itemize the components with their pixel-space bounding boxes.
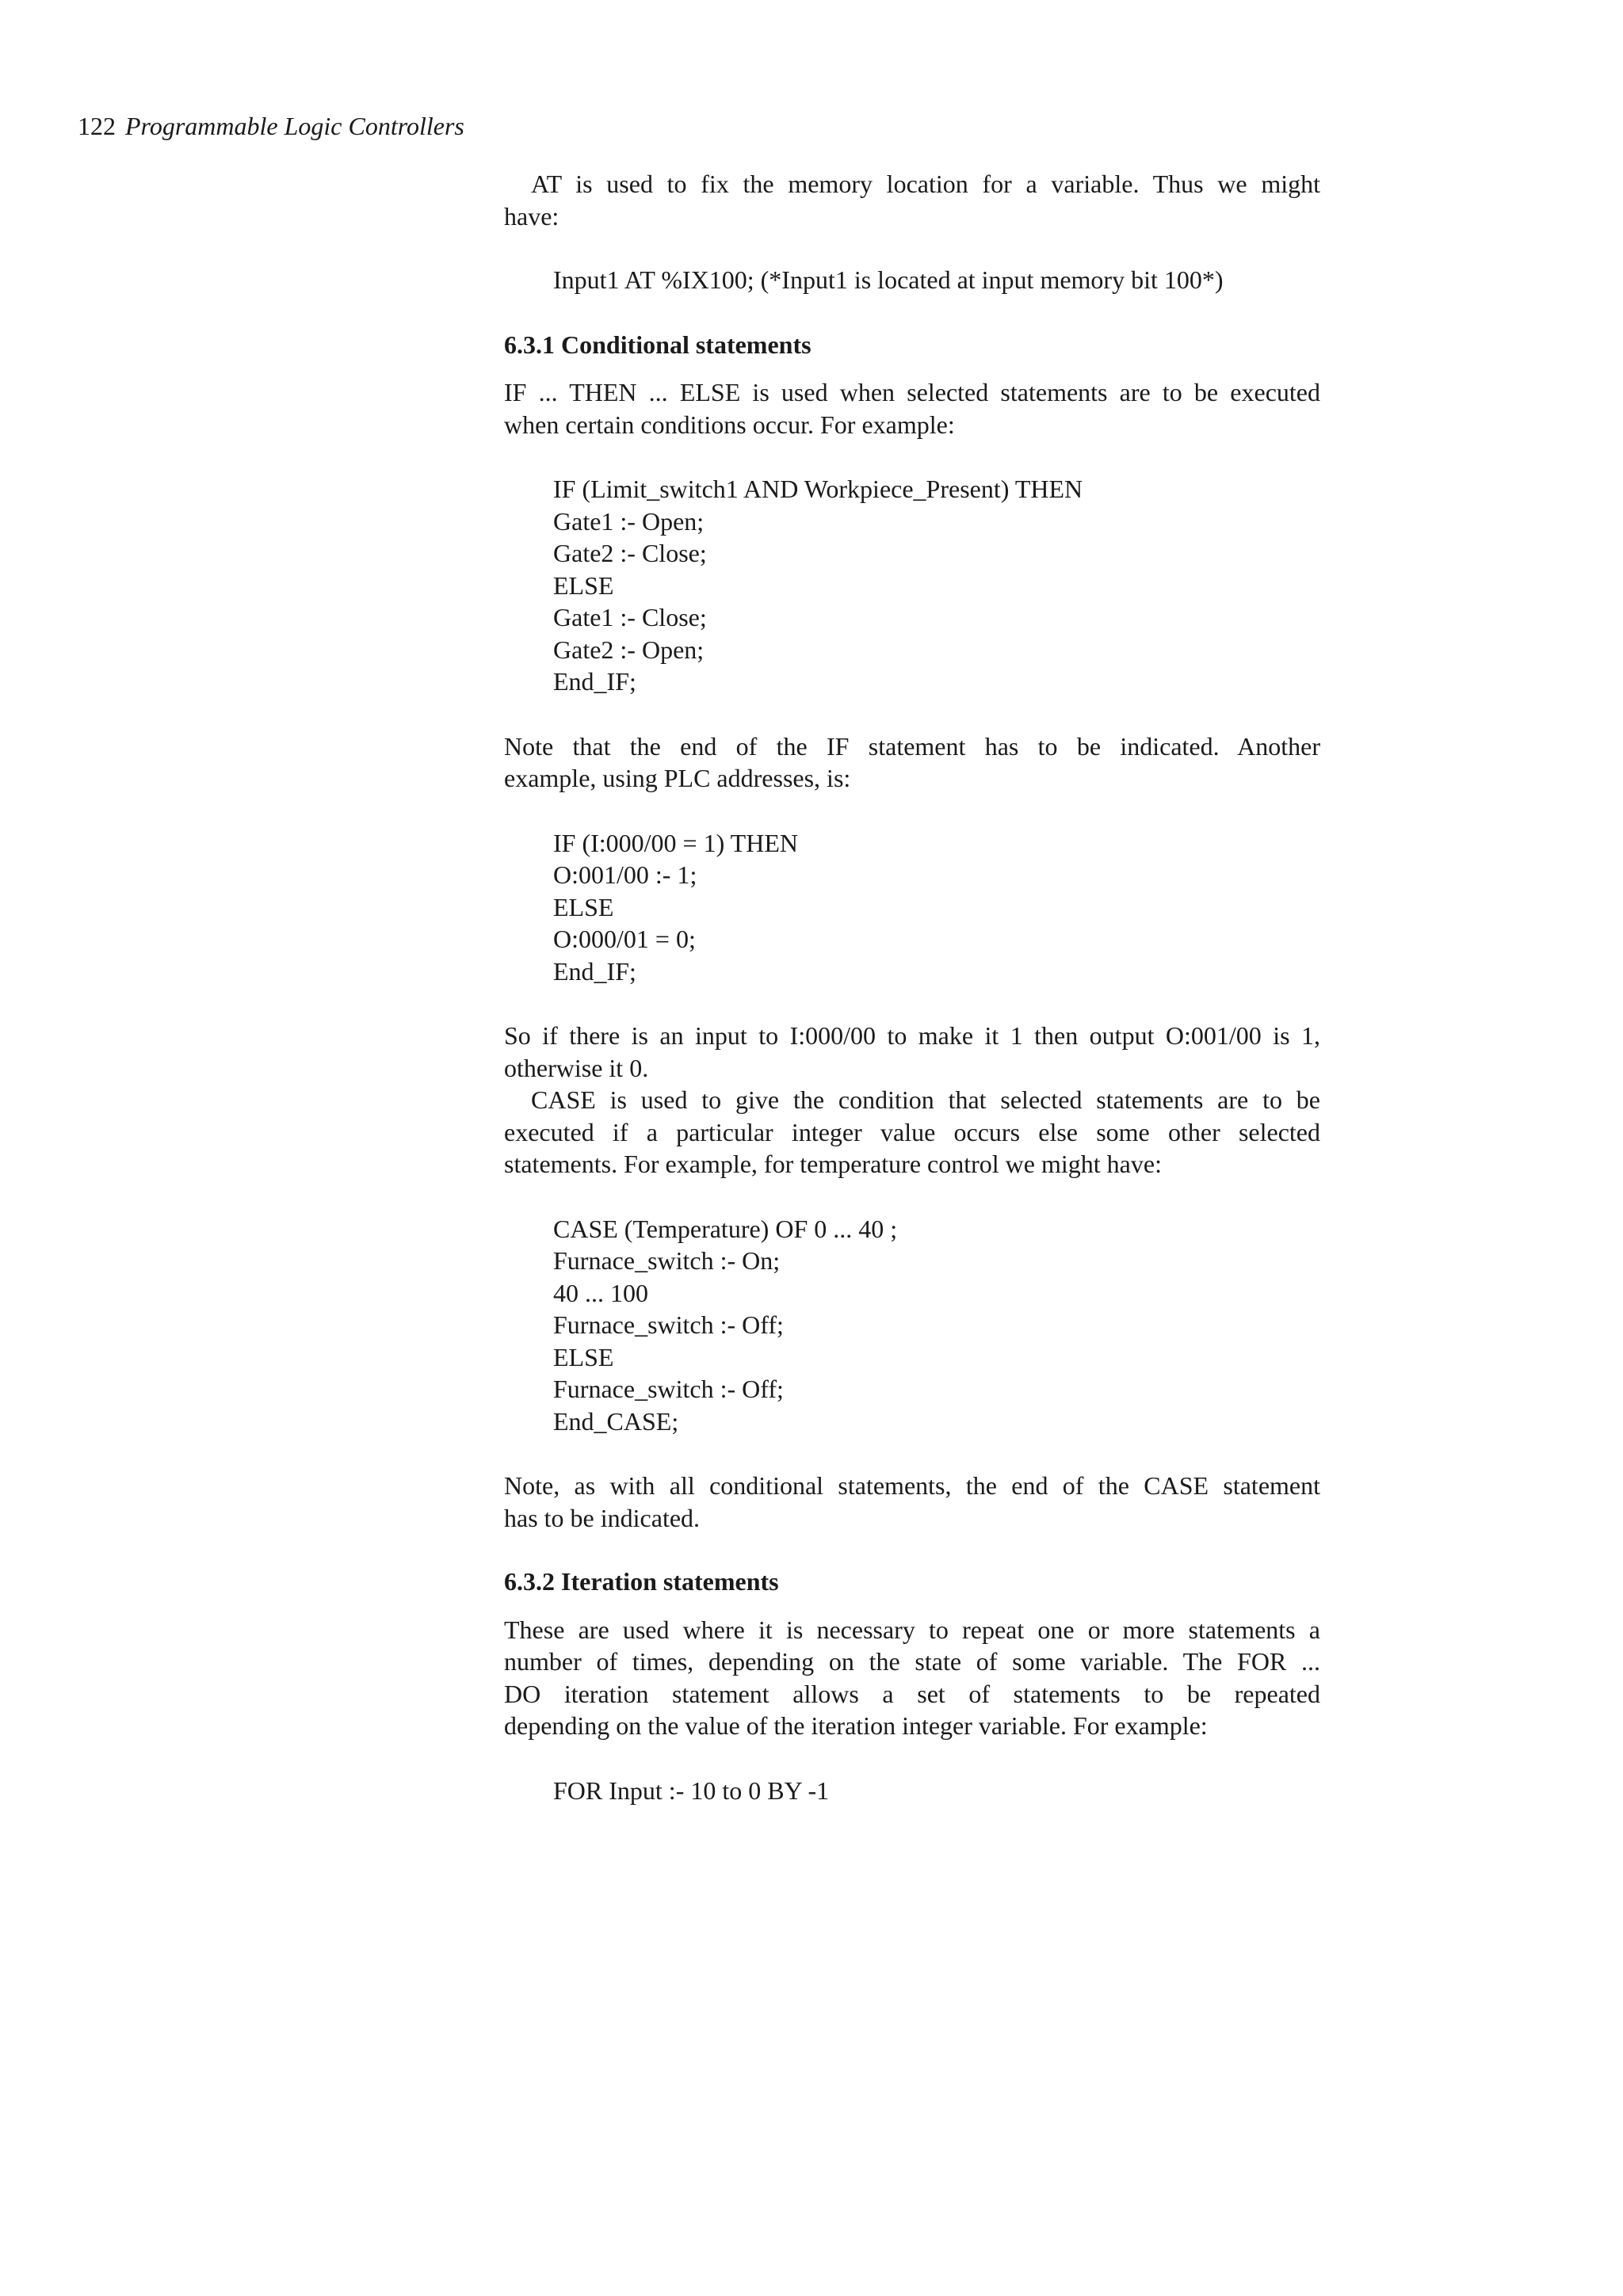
section-heading-6-3-1: 6.3.1 Conditional statements xyxy=(504,330,812,359)
code-block-if-1 xyxy=(504,473,1320,698)
paragraph-line: These are used where it is necessary to repeat one or more statements a xyxy=(504,1615,1320,1644)
code-line: ELSE xyxy=(553,1342,614,1371)
code-block-for xyxy=(504,1775,1320,1807)
code-line: Furnace_switch :- Off; xyxy=(553,1375,784,1403)
book-title: Programmable Logic Controllers xyxy=(125,112,464,140)
paragraph-line: IF ... THEN ... ELSE is used when selected statements are to be executed xyxy=(504,378,1320,406)
running-head xyxy=(78,110,464,142)
paragraph-so xyxy=(504,1020,1320,1052)
paragraph-line: when certain conditions occur. For example: xyxy=(504,410,955,439)
code-line: O:001/00 :- 1; xyxy=(553,860,697,889)
code-block-case xyxy=(504,1213,1320,1438)
code-line: IF (I:000/00 = 1) THEN xyxy=(553,828,798,857)
paragraph-note-if xyxy=(504,730,1320,763)
code-line: 40 ... 100 xyxy=(553,1278,648,1307)
paragraph-line: AT is used to fix the memory location for a variable. Thus we might xyxy=(531,170,1320,198)
page-number: 122 xyxy=(78,112,116,140)
paragraph-line-block xyxy=(504,1148,1320,1180)
paragraph-line-block xyxy=(504,1502,1320,1535)
paragraph-if xyxy=(504,376,1320,409)
paragraph-line-block xyxy=(504,1646,1320,1678)
code-line: O:000/01 = 0; xyxy=(553,925,696,953)
code-line: End_IF; xyxy=(553,956,636,986)
paragraph-line: So if there is an input to I:000/00 to make it 1 then output O:001/00 is 1, xyxy=(504,1021,1320,1050)
paragraph-line: statements. For example, for temperature control we might have: xyxy=(504,1150,1162,1178)
paragraph-line-block xyxy=(504,409,1320,441)
paragraph-line-block xyxy=(504,200,1320,233)
paragraph-line: has to be indicated. xyxy=(504,1503,701,1532)
code-line: Input1 AT %IX100; (*Input1 is located at input memory bit 100*) xyxy=(553,265,1224,294)
paragraph-line: number of times, depending on the state of some variable. The FOR ... xyxy=(504,1647,1320,1676)
paragraph-line-block xyxy=(504,1116,1320,1149)
code-line: ELSE xyxy=(553,892,614,921)
paragraph-line: executed if a particular integer value occurs else some other selected xyxy=(504,1117,1320,1146)
section-heading-6-3-2: 6.3.2 Iteration statements xyxy=(504,1567,779,1596)
paragraph-note-case xyxy=(504,1470,1320,1502)
code-line: CASE (Temperature) OF 0 ... 40 ; xyxy=(553,1214,898,1243)
code-line: Gate2 :- Open; xyxy=(553,635,705,664)
code-line: IF (Limit_switch1 AND Workpiece_Present) THEN xyxy=(553,475,1083,503)
code-block-if-2 xyxy=(504,827,1320,988)
paragraph-at xyxy=(504,168,1320,200)
paragraph-line: otherwise it 0. xyxy=(504,1053,649,1082)
paragraph-line: depending on the value of the iteration integer variable. For example: xyxy=(504,1711,1208,1740)
code-line: Gate2 :- Close; xyxy=(553,539,707,567)
code-line: ELSE xyxy=(553,570,614,600)
code-line: Furnace_switch :- Off; xyxy=(553,1310,784,1339)
code-line: FOR Input :- 10 to 0 BY -1 xyxy=(553,1775,830,1805)
code-line: Gate1 :- Open; xyxy=(553,506,705,536)
code-line: Furnace_switch :- On; xyxy=(553,1246,781,1275)
text-column xyxy=(504,168,1320,1806)
paragraph-line-block xyxy=(504,1678,1320,1711)
code-line: End_IF; xyxy=(553,667,636,696)
paragraph-line: Note that the end of the IF statement has to be indicated. Another xyxy=(504,731,1320,761)
code-line: Gate1 :- Close; xyxy=(553,603,707,631)
code-line: End_CASE; xyxy=(553,1406,679,1436)
paragraph-line-block xyxy=(504,1052,1320,1085)
paragraph-line-block xyxy=(504,1710,1320,1742)
code-block-at xyxy=(504,264,1320,296)
paragraph-line: have: xyxy=(504,201,559,231)
paragraph-iteration xyxy=(504,1614,1320,1646)
paragraph-line: example, using PLC addresses, is: xyxy=(504,764,851,792)
paragraph-line: CASE is used to give the condition that selected statements are to be xyxy=(531,1085,1320,1114)
paragraph-line: DO iteration statement allows a set of statements to be repeated xyxy=(504,1679,1320,1708)
paragraph-line-block xyxy=(504,762,1320,795)
paragraph-line: Note, as with all conditional statements, the end of the CASE statement xyxy=(504,1471,1320,1500)
paragraph-case xyxy=(504,1084,1320,1116)
